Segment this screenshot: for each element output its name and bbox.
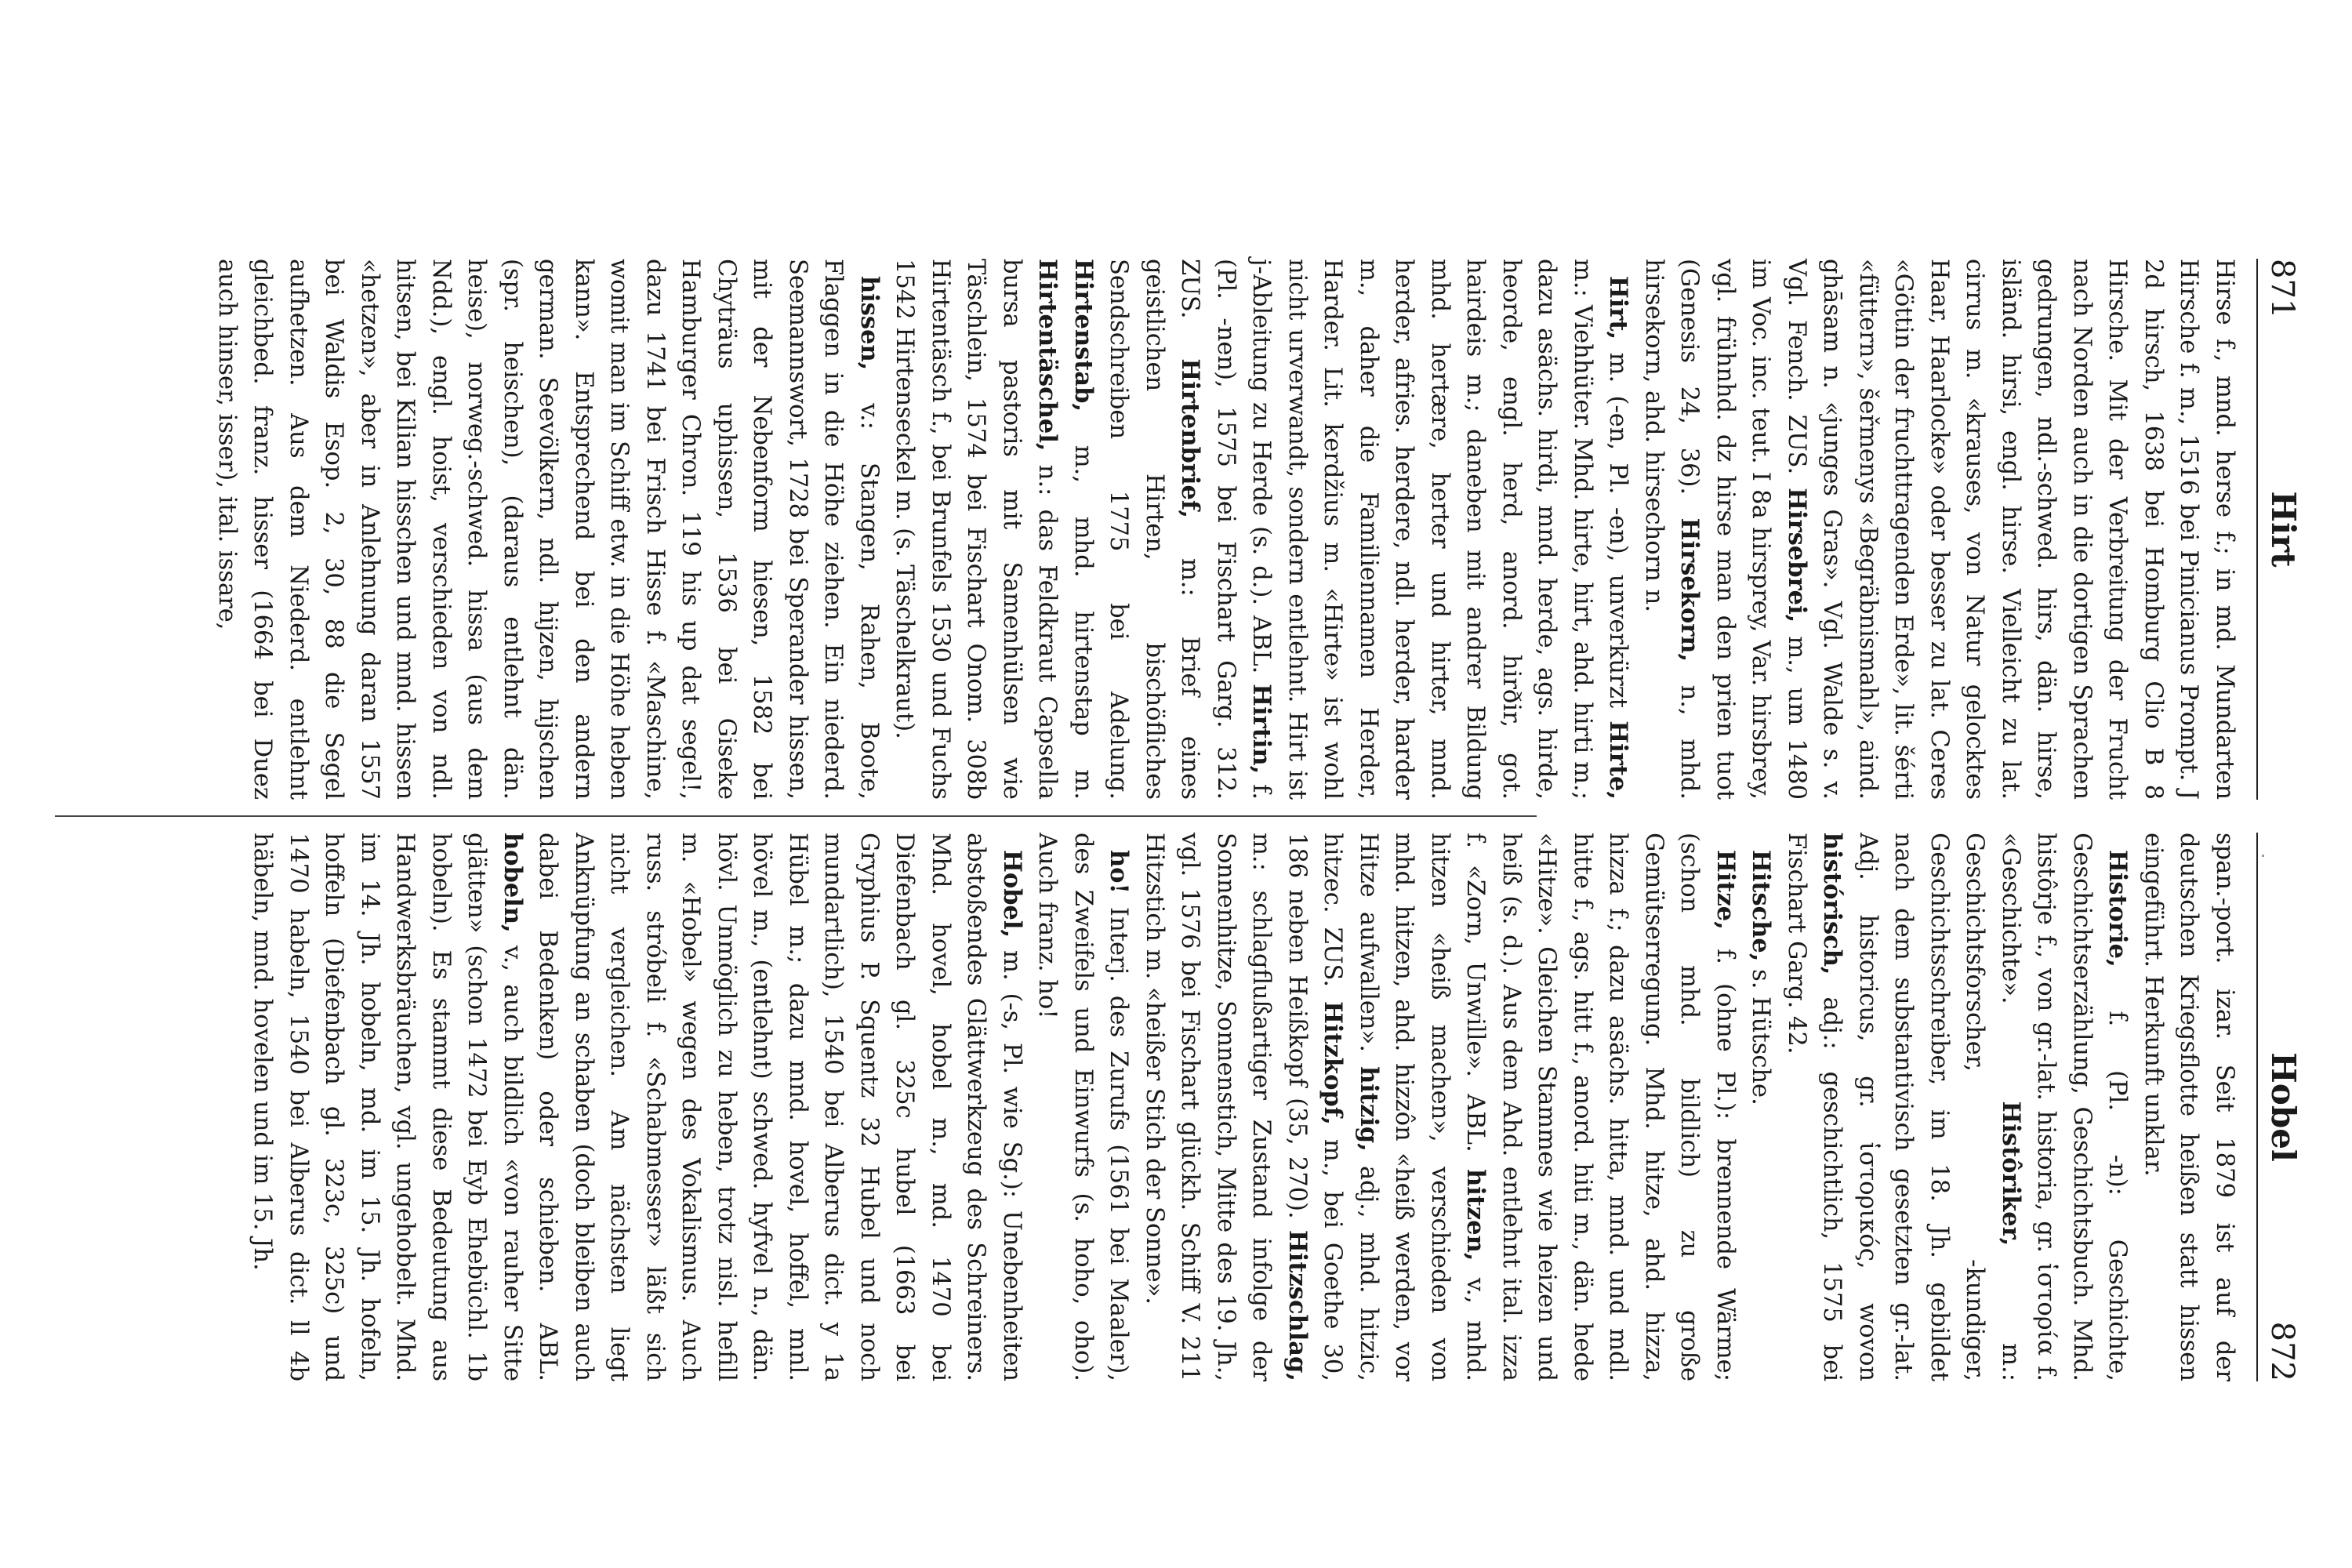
entry-text: span.-port. izar. Seit 1879 ist auf der deutschen Kriegsflotte heißen statt hissen eingeführt. Herkunft unklar. bbox=[2140, 833, 2238, 1381]
headword-entry: Histôriker, bbox=[1997, 1101, 2025, 1247]
headword-entry: Hobel, bbox=[998, 850, 1026, 938]
left-running-headword: Hirt bbox=[2264, 491, 2303, 568]
entry-text: v., auch bildlich «von rauher Sitte glätten» (schon 1472 bei Eyb Ehebüchl. 1b hobeln). Es stammt diese Bedeutung aus Handwerksbräuchen, vgl. ungehobelt. Mhd. im 14. Jh. hobeln, md. im 15. Jh. hofeln, hoffeln (Diefenbach gl. 323c, 325c) und 1470 habeln, 1540 bei Alberus dict. ll 4b häbeln, mnd. hovelen und im 15. Jh. bbox=[249, 833, 526, 1381]
headword-entry: Hirt, bbox=[1604, 276, 1633, 340]
entry-text: m. (-en, Pl. -en), unverkürzt bbox=[1604, 339, 1632, 721]
entry-text: f. (ohne Pl.): brennende Wärme; (schon mhd. bildlich) zu große Gemütserregung. Mhd. hitze, ahd. hizza, hizza f.; dazu asächs. hitta, mnd. und mdl. hitte f., ags. hitt f., anord. hiti m., dän. hede «Hitze». Gleichen Stammes wie heizen und heiß (s. d.). Aus dem Ahd. entlehnt ital. izza f. «Zorn, Unwille». ABL. bbox=[1461, 833, 1739, 1381]
entry-text: f. (Pl. -n): Geschichte, Geschichtserzählung, Geschichtsbuch. Mhd. histôrje f., von gr.-lat. historia, gr. ἱστορία f. «Geschichte». bbox=[1997, 833, 2132, 1381]
entry-text: Interj. des Zurufs (1561 bei Maaler), des Zweifels und Einwurfs (s. hoho, oho). Auch franz. ho! bbox=[1033, 833, 1133, 1381]
headword-entry: Hitsche, bbox=[1747, 850, 1776, 962]
headword-entry: hobeln, bbox=[499, 833, 527, 933]
left-page bbox=[49, 259, 2303, 800]
entry-text: n., mhd. hirsekorn, ahd. hirsechorn n. bbox=[1640, 259, 1704, 800]
headword-entry: Hirsebrei, bbox=[1783, 488, 1811, 623]
entry-text: m.: Viehhüter. Mhd. hirte, hirt, ahd. hirti m.; dazu asächs. hirdi, mnd. herde, ags. hirde, heorde, engl. herd, anord. hirðir, got. hairdeis m.; daneben mit andrer Bildung mhd. hertære, herter und hirter, mnd. herder, afries. herdere, ndl. herder, harder m., daher die Familiennamen Herder, Harder. Lit. kerdžius m. «Hirte» ist wohl nicht urverwandt, sondern entlehnt. Hirt ist j-Ableitung zu Herde (s. d.). ABL. bbox=[1247, 259, 1596, 800]
entry-text: m. (-s, Pl. wie Sg.): Unebenheiten abstoßendes Glättwerkzeug des Schreiners. Mhd. hovel, hobel m., md. 1470 bei Diefenbach gl. 325c hubel (1663 bei Gryphius P. Squentz 32 Hubel und noch mundartlich), 1540 bei Alberus dict. y 1a Hübel m.; dazu mnd. hovel, hoffel, mnl. hövel m., (entlehnt) schwed. hyfvel n., dän. hövl. Unmöglich zu heben, trotz nisl. hefill m. «Hobel» wegen des Vokalismus. Auch russ. stróbeli f. «Schabmesser» läßt sich nicht vergleichen. Am nächsten liegt Anknüpfung an schaben (doch bleiben auch dabei Bedenken) oder schieben. ABL. bbox=[534, 833, 1025, 1381]
dictionary-paragraph bbox=[209, 259, 887, 800]
dictionary-paragraph bbox=[2136, 833, 2243, 1381]
headword-entry: Hirsekorn, bbox=[1675, 517, 1704, 662]
entry-text: m., um 1480 im Voc. inc. teut. I 8a hirsprey, Var. hirsbrey, vgl. frühnhd. dz hirse man den prien tuot (Genesis 24, 36). bbox=[1675, 259, 1810, 800]
entry-text: adj.: geschichtlich, 1575 bei Fischart Garg. 42. bbox=[1783, 833, 1846, 1381]
entry-text: m.: schlagflußartiger Zustand infolge der Sonnenhitze, Sonnenstich, Mitte des 19. Jh., vgl. 1576 bei Fischart glückh. Schiff V. 211 Hitzstich m. «heißer Stich der Sonne». bbox=[1141, 833, 1276, 1381]
dictionary-paragraph bbox=[1743, 833, 1779, 1381]
dictionary-paragraph bbox=[1137, 833, 1744, 1381]
headword-entry: Hirtenstab, bbox=[1069, 259, 1098, 412]
entry-text: s. Hütsche. bbox=[1747, 961, 1775, 1105]
entry-text: f. (Pl. -nen), 1575 bei Fischart Garg. 312. ZUS. bbox=[1176, 259, 1276, 800]
right-page-text bbox=[49, 833, 2242, 1381]
headword-entry: hissen, bbox=[855, 276, 884, 371]
right-running-headword: Hobel bbox=[2264, 1052, 2303, 1162]
dictionary-paragraph bbox=[887, 259, 1636, 800]
column-divider bbox=[55, 815, 1537, 817]
dictionary-paragraph bbox=[1636, 259, 2243, 800]
left-page-number: 871 bbox=[2264, 259, 2300, 319]
entry-text: m.: Brief eines geistlichen Hirten, bischöfliches Sendschreiben 1775 bei Adelung. bbox=[1105, 259, 1204, 800]
left-page-text bbox=[49, 259, 2242, 800]
entry-text: v., mhd. hitzen «heiß machen», verschieden von mhd. hitzen, ahd. hizzôn «heiß werden, vor Hitze aufwallen». bbox=[1355, 833, 1490, 1381]
entry-text: v.: Stangen, Rahen, Boote, Flaggen in die Höhe ziehen. Ein niederd. Seemannswort, 1728 bei Sperander hissen, mit der Nebenform hiesen, 1582 bei Chyträus uphissen, 1536 bei Giseke Hamburger Chron. 119 his up dat segel!, dazu 1741 bei Frisch Hisse f. «Maschine, womit man im Schiff etw. in die Höhe heben kann». Entsprechend bei den andern german. Seevölkern, ndl. hijzen, hijschen (spr. heischen), (daraus entlehnt dän. heise), norweg.-schwed. hissa (aus dem Ndd.), engl. hoist, verschieden von ndl. hitsen, bei Kilian hisschen und mnd. hissen «hetzen», aber in Anlehnung daran 1557 bei Waldis Esop. 2, 30, 88 die Segel aufhetzen. Aus dem Niederd. entlehnt gleichbed. franz. hisser (1664 bei Duez auch hinser, isser), ital. issare, bbox=[213, 259, 883, 800]
entry-text: m.: Geschichtsforscher, -kundiger, Geschichtsschreiber, im 18. Jh. gebildet nach dem substantivisch gesetzten gr.-lat. Adj. historicus, gr. ἱστορικός, wovon bbox=[1854, 833, 2024, 1381]
headword-entry: Hirte, bbox=[1604, 720, 1633, 800]
left-page-header bbox=[2256, 259, 2303, 800]
headword-entry: Hitzkopf, bbox=[1319, 1001, 1348, 1125]
entry-text: n.: das Feldkraut Capsella bursa pastoris mit Samenhülsen wie Täschlein, 1574 bei Fischart Onom. 308b Hirtentäsch f., bei Brunfels 1530 und Fuchs 1542 Hirtenseckel m. (s. Täschelkraut). bbox=[891, 259, 1062, 800]
headword-entry: Hitzschlag, bbox=[1283, 1229, 1312, 1381]
headword-entry: Hirtin, bbox=[1247, 684, 1276, 775]
headword-entry: hitzen, bbox=[1461, 1169, 1490, 1261]
entry-text: adj., mhd. hitzic, hitzec. ZUS. bbox=[1319, 833, 1382, 1381]
headword-entry: histórisch, bbox=[1818, 833, 1847, 975]
headword-entry: Historie, bbox=[2103, 850, 2132, 967]
entry-text: m., bei Goethe 30, 186 neben Heißkopf (35, 270). bbox=[1283, 833, 1347, 1382]
entry-text: m., mhd. hirtenstap m. bbox=[1069, 412, 1097, 800]
right-page-number: 872 bbox=[2264, 1321, 2300, 1381]
headword-entry: Hirtenbrief, bbox=[1176, 358, 1205, 518]
right-page-header bbox=[2256, 833, 2303, 1381]
entry-text: Hirse f., mnd. herse f.; in md. Mundarten Hirsche f. m., 1516 bei Pinicianus Prompt. J 2d hirsch, 1638 bei Homburg Clio B 8 Hirsche. Mit der Verbreitung der Frucht nach Norden auch in die dortigen Sprachen gedrungen, ndl.-schwed. hirs, dän. hirse, isländ. hirsi, engl. hirse. Vielleicht zu lat. cirrus m. «krauses, von Natur gelocktes Haar, Haarlocke» oder besser zu lat. Ceres «Göttin der fruchttragenden Erde», lit. šérti «füttern», šeřmenys «Begräbnismahl», aind. ghāsam n. «junges Gras». Vgl. Walde s. v. Vgl. Fench. ZUS. bbox=[1783, 259, 2238, 800]
dictionary-paragraph bbox=[1779, 833, 2136, 1381]
headword-entry: Hirtentäschel, bbox=[1033, 259, 1062, 452]
headword-entry: hitzig, bbox=[1355, 1066, 1383, 1152]
dictionary-paragraph bbox=[245, 833, 1029, 1381]
headword-entry: ho! bbox=[1105, 850, 1134, 894]
dictionary-paragraph bbox=[1029, 833, 1137, 1381]
headword-entry: Hitze, bbox=[1711, 850, 1740, 930]
right-page bbox=[49, 833, 2303, 1382]
